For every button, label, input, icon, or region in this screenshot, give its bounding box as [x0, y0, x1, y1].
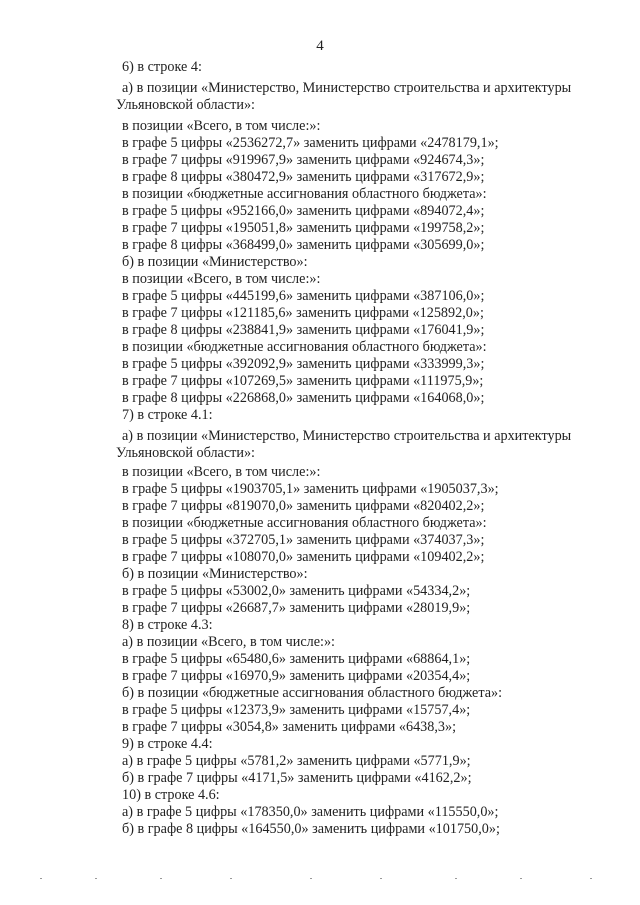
text-line: б) в графе 7 цифры «4171,5» заменить цифрами «4162,2»; [122, 770, 472, 786]
text-line: в графе 5 цифры «1903705,1» заменить цифрами «1905037,3»; [122, 481, 499, 497]
text-line: в позиции «бюджетные ассигнования областного бюджета»: [122, 515, 487, 531]
text-line: в графе 7 цифры «195051,8» заменить цифрами «199758,2»; [122, 220, 485, 236]
text-line: в графе 7 цифры «819070,0» заменить цифрами «820402,2»; [122, 498, 485, 514]
text-line: в графе 7 цифры «3054,8» заменить цифрами «6438,3»; [122, 719, 457, 735]
text-line: 10) в строке 4.6: [122, 787, 220, 803]
text-line: в графе 7 цифры «107269,5» заменить цифрами «111975,9»; [122, 373, 484, 389]
text-line: в графе 5 цифры «952166,0» заменить цифрами «894072,4»; [122, 203, 485, 219]
text-line: в графе 5 цифры «392092,9» заменить цифрами «333999,3»; [122, 356, 485, 372]
text-line: б) в графе 8 цифры «164550,0» заменить цифрами «101750,0»; [122, 821, 500, 837]
text-line: в графе 7 цифры «16970,9» заменить цифрами «20354,4»; [122, 668, 471, 684]
text-line: в позиции «Всего, в том числе:»: [122, 271, 321, 287]
page-number: 4 [316, 38, 324, 54]
text-line: б) в позиции «Министерство»: [122, 566, 308, 582]
text-line: 9) в строке 4.4: [122, 736, 213, 752]
text-line: а) в позиции «Всего, в том числе:»: [122, 634, 335, 650]
text-line: а) в позиции «Министерство, Министерство строительства и архитектуры [122, 428, 572, 444]
text-line: Ульяновской области»: [116, 445, 255, 461]
text-line: Ульяновской области»: [116, 97, 255, 113]
text-line: в графе 5 цифры «53002,0» заменить цифрами «54334,2»; [122, 583, 471, 599]
text-line: в графе 7 цифры «108070,0» заменить цифрами «109402,2»; [122, 549, 485, 565]
document-body [0, 59, 640, 859]
text-line: 6) в строке 4: [122, 59, 202, 75]
text-line: в графе 5 цифры «372705,1» заменить цифрами «374037,3»; [122, 532, 485, 548]
text-line: в графе 7 цифры «26687,7» заменить цифрами «28019,9»; [122, 600, 471, 616]
text-line: в позиции «Всего, в том числе:»: [122, 464, 321, 480]
text-line: в графе 5 цифры «12373,9» заменить цифрами «15757,4»; [122, 702, 471, 718]
text-line: 7) в строке 4.1: [122, 407, 213, 423]
text-line: в графе 7 цифры «919967,9» заменить цифрами «924674,3»; [122, 152, 485, 168]
text-line: в графе 5 цифры «65480,6» заменить цифрами «68864,1»; [122, 651, 471, 667]
text-line: в позиции «Всего, в том числе:»: [122, 118, 321, 134]
text-line: в графе 8 цифры «226868,0» заменить цифрами «164068,0»; [122, 390, 485, 406]
text-line: в графе 8 цифры «380472,9» заменить цифрами «317672,9»; [122, 169, 485, 185]
text-line: в графе 7 цифры «121185,6» заменить цифрами «125892,0»; [122, 305, 484, 321]
scan-artifacts [0, 878, 640, 882]
text-line: в графе 5 цифры «445199,6» заменить цифрами «387106,0»; [122, 288, 485, 304]
text-line: в позиции «бюджетные ассигнования областного бюджета»: [122, 186, 487, 202]
text-line: а) в графе 5 цифры «5781,2» заменить цифрами «5771,9»; [122, 753, 471, 769]
text-line: в графе 8 цифры «238841,9» заменить цифрами «176041,9»; [122, 322, 485, 338]
text-line: а) в позиции «Министерство, Министерство строительства и архитектуры [122, 80, 572, 96]
text-line: 8) в строке 4.3: [122, 617, 213, 633]
text-line: а) в графе 5 цифры «178350,0» заменить цифрами «115550,0»; [122, 804, 499, 820]
text-line: б) в позиции «бюджетные ассигнования областного бюджета»: [122, 685, 503, 701]
text-line: в позиции «бюджетные ассигнования областного бюджета»: [122, 339, 487, 355]
text-line: в графе 8 цифры «368499,0» заменить цифрами «305699,0»; [122, 237, 485, 253]
text-line: в графе 5 цифры «2536272,7» заменить цифрами «2478179,1»; [122, 135, 499, 151]
text-line: б) в позиции «Министерство»: [122, 254, 308, 270]
